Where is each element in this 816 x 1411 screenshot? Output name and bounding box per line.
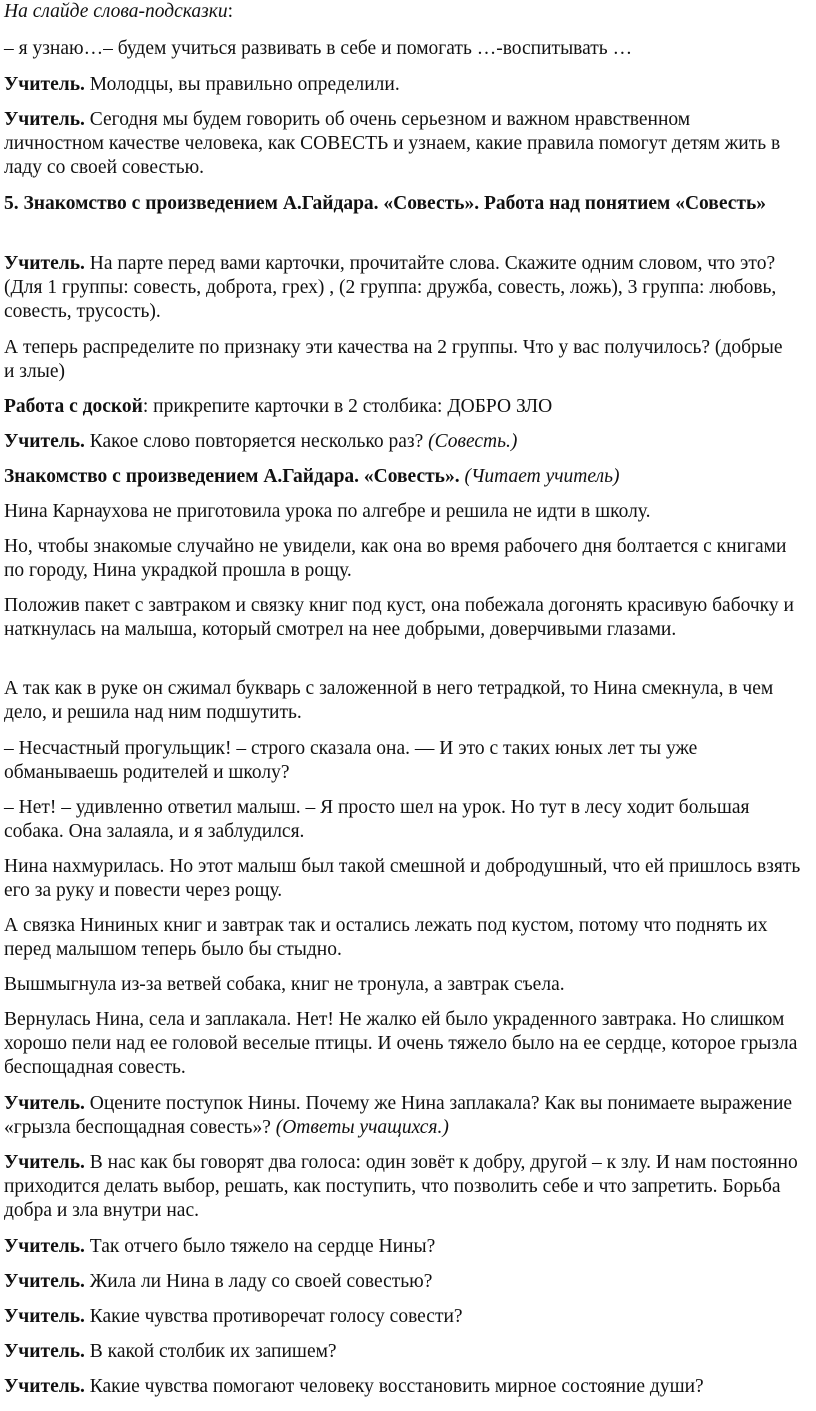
teacher-line: [4, 1092, 794, 1140]
paragraph-text: Какое слово повторяется несколько раз?: [84, 431, 429, 452]
paragraph-text: Жила ли Нина в ладу со своей совестью?: [84, 1271, 433, 1292]
bold-label: Знакомство с произведением А.Гайдара. «Совесть».: [4, 466, 460, 487]
teacher-line: [4, 430, 804, 454]
italic-lead: На слайде слова-подсказки: [4, 1, 228, 22]
teacher-line: [4, 1340, 804, 1364]
story-paragraph: [4, 737, 794, 785]
teacher-line: [4, 1151, 804, 1223]
board-work-line: [4, 395, 804, 419]
speaker-label: Учитель.: [4, 1093, 85, 1114]
story-paragraph: [4, 535, 794, 583]
line-text: :: [227, 1, 234, 22]
story-paragraph: [4, 973, 804, 997]
paragraph: [4, 37, 804, 61]
paragraph-text: В какой столбик их запишем?: [84, 1341, 337, 1362]
paragraph-text: – я узнаю…– будем учиться развивать в себе и помогать …-воспитывать …: [4, 38, 633, 59]
paragraph-text: А теперь распределите по признаку эти качества на 2 группы. Что у вас получилось? (добрые и злые): [4, 337, 783, 382]
paragraph-text: : прикрепите карточки в 2 столбика: ДОБРО ЗЛО: [142, 396, 553, 417]
teacher-line: [4, 1375, 812, 1399]
story-paragraph: [4, 500, 804, 524]
teacher-line: [4, 108, 794, 180]
story-paragraph: [4, 594, 794, 642]
paragraph-text: Молодцы, вы правильно определили.: [84, 74, 400, 95]
teacher-line: [4, 252, 804, 324]
speaker-label: Учитель.: [4, 1271, 85, 1292]
paragraph-text: А так как в руке он сжимал букварь с заложенной в него тетрадкой, то Нина смекнула, в чем дело, и решила над ним подшутить.: [4, 678, 774, 723]
paragraph-text: – Несчастный прогульщик! – строго сказала она. — И это с таких юных лет ты уже обманываешь родителей и школу?: [4, 738, 698, 783]
teacher-line: [4, 1270, 804, 1294]
paragraph-text: Какие чувства помогают человеку восстановить мирное состояние души?: [84, 1376, 704, 1397]
paragraph-text: Нина Карнаухова не приготовила урока по алгебре и решила не идти в школу.: [4, 501, 651, 522]
paragraph-text: Вышмыгнула из-за ветвей собака, книг не тронула, а завтрак съела.: [4, 974, 565, 995]
story-paragraph: [4, 677, 804, 725]
italic-answer: (Ответы учащихся.): [275, 1117, 449, 1138]
speaker-label: Учитель.: [4, 74, 85, 95]
paragraph-text: А связка Нининых книг и завтрак так и остались лежать под кустом, потому что поднять их перед малышом теперь было бы стыдно.: [4, 915, 768, 960]
story-paragraph: [4, 855, 812, 903]
teacher-line: [4, 1305, 804, 1329]
section-heading: [4, 192, 794, 216]
paragraph-text: На парте перед вами карточки, прочитайте слова. Скажите одним словом, что это? (Для 1 группы: совесть, доброта, грех) , (2 группа: дружба, совесть, ложь), 3 группа: любовь, совесть, трусость).: [4, 253, 777, 322]
story-paragraph: [4, 914, 812, 962]
speaker-label: Учитель.: [4, 1152, 85, 1173]
speaker-label: Учитель.: [4, 1376, 85, 1397]
speaker-label: Учитель.: [4, 1236, 85, 1257]
paragraph-text: Вернулась Нина, села и заплакала. Нет! Не жалко ей было украденного завтрака. Но слишком хорошо пели над ее головой веселые птицы. И очень тяжело было на ее сердце, которое грызла беспощадная совесть.: [4, 1009, 798, 1078]
speaker-label: Учитель.: [4, 431, 85, 452]
italic-note: (Читает учитель): [459, 466, 620, 487]
story-paragraph: [4, 796, 812, 844]
teacher-line: [4, 1235, 804, 1259]
speaker-label: Учитель.: [4, 109, 85, 130]
reading-heading: [4, 465, 804, 489]
speaker-label: Учитель.: [4, 253, 85, 274]
story-paragraph: [4, 1008, 812, 1080]
paragraph-text: Оцените поступок Нины. Почему же Нина заплакала? Как вы понимаете выражение «грызла беспощадная совесть»?: [4, 1093, 793, 1138]
paragraph-text: Положив пакет с завтраком и связку книг под куст, она побежала догонять красивую бабочку и наткнулась на малыша, который смотрел на нее добрыми, доверчивыми глазами.: [4, 595, 794, 640]
paragraph-text: Нина нахмурилась. Но этот малыш был такой смешной и добродушный, что ей пришлось взять его за руку и повести через рощу.: [4, 856, 801, 901]
paragraph-text: Какие чувства противоречат голосу совести?: [84, 1306, 463, 1327]
paragraph-text: Но, чтобы знакомые случайно не увидели, как она во время рабочего дня болтается с книгами по городу, Нина украдкой прошла в рощу.: [4, 536, 787, 581]
slide-hints-line: [4, 0, 233, 24]
teacher-line: [4, 73, 804, 97]
bold-label: Работа с доской: [4, 396, 143, 417]
heading-text: 5. Знакомство с произведением А.Гайдара. «Совесть». Работа над понятием «Совесть»: [4, 193, 767, 214]
speaker-label: Учитель.: [4, 1306, 85, 1327]
italic-answer: (Совесть.): [428, 431, 518, 452]
speaker-label: Учитель.: [4, 1341, 85, 1362]
paragraph-text: Сегодня мы будем говорить об очень серьезном и важном нравственном личностном качестве человека, как СОВЕСТЬ и узнаем, какие правила помогут детям жить в ладу со своей совестью.: [4, 109, 781, 178]
paragraph-text: – Нет! – удивленно ответил малыш. – Я просто шел на урок. Но тут в лесу ходит большая собака. Она залаяла, и я заблудился.: [4, 797, 750, 842]
paragraph: [4, 336, 794, 384]
paragraph-text: Так отчего было тяжело на сердце Нины?: [84, 1236, 436, 1257]
paragraph-text: В нас как бы говорят два голоса: один зовёт к добру, другой – к злу. И нам постоянно приходится делать выбор, решать, как поступить, что позволить себе и что запретить. Борьба добра и зла внутри нас.: [4, 1152, 798, 1221]
